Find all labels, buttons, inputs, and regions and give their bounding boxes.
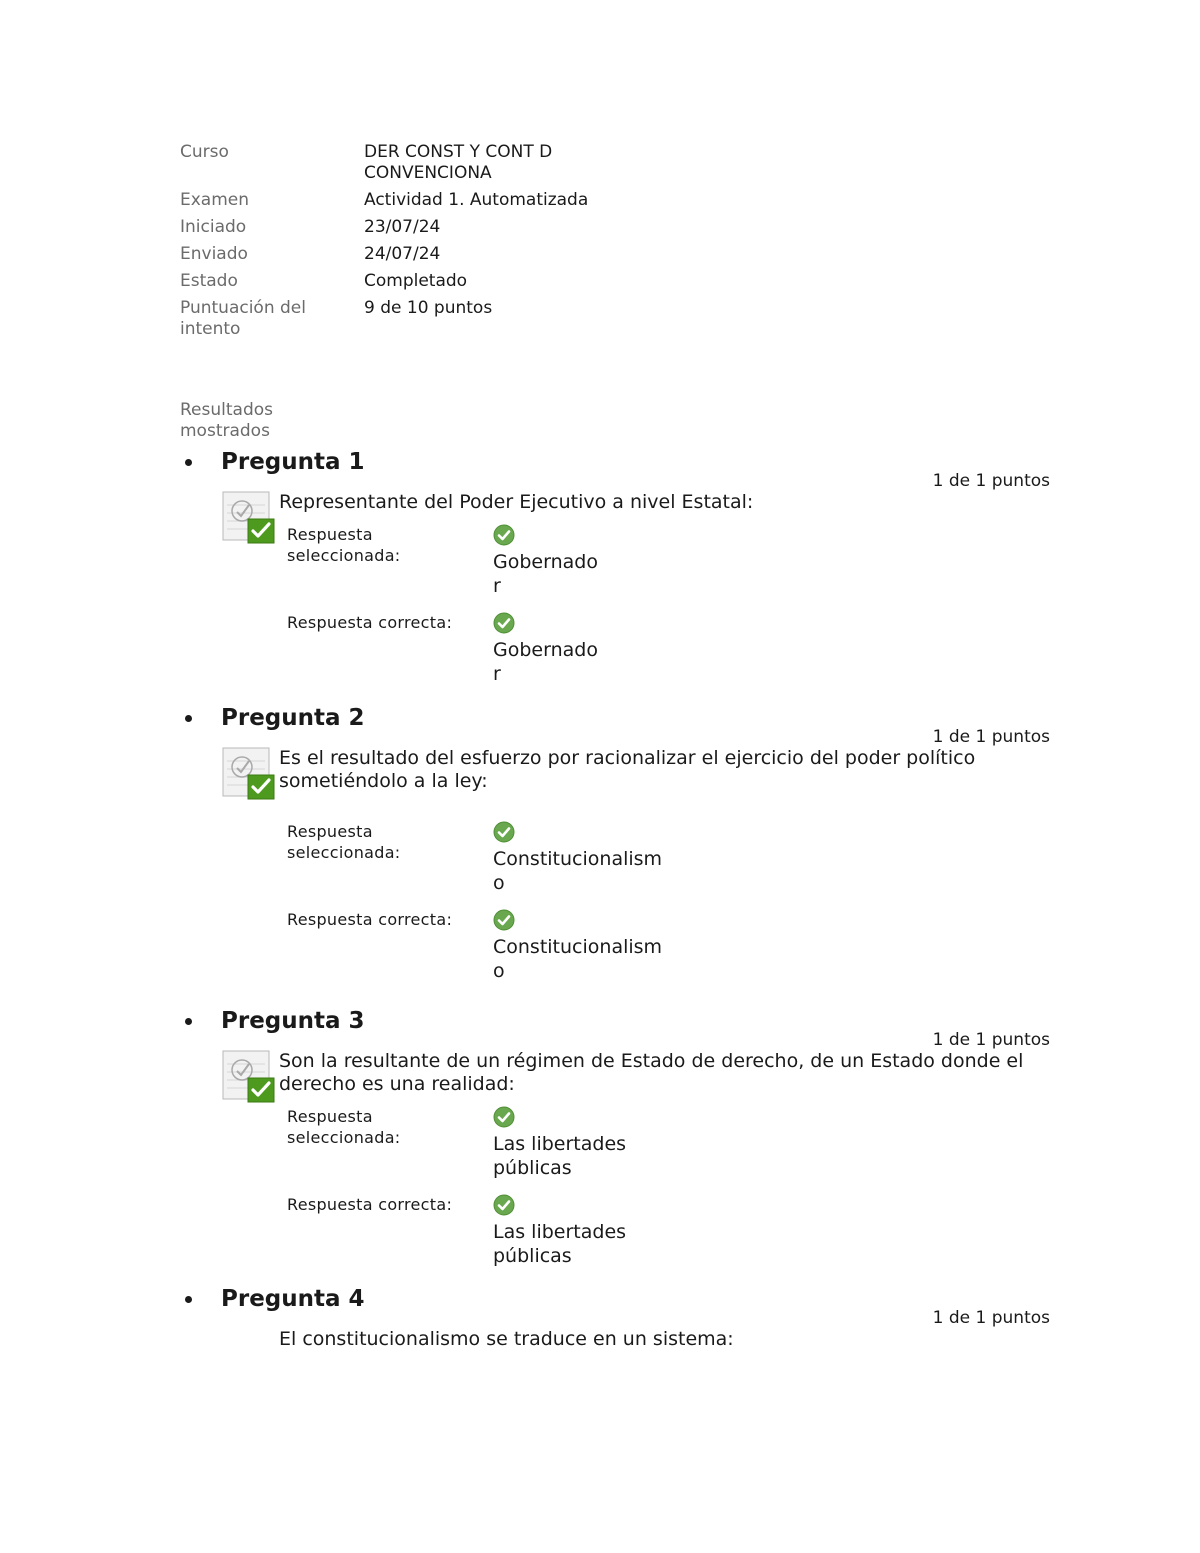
bullet-icon [185, 1296, 192, 1303]
info-row-examen [180, 190, 624, 211]
question-4 [180, 1284, 1060, 1368]
info-row-iniciado [180, 217, 624, 238]
question-1 [180, 447, 1060, 686]
question-title: Pregunta 4 [221, 1286, 365, 1312]
selected-answer-row [287, 524, 1060, 598]
selected-answer-label: Respuesta seleccionada: [287, 822, 401, 862]
bullet-icon [185, 459, 192, 466]
info-label: Curso [180, 142, 229, 162]
question-text: El constitucionalismo se traduce en un sistema: [279, 1328, 734, 1350]
info-row-enviado [180, 244, 624, 265]
results-label: Resultados mostrados [180, 400, 273, 441]
check-icon [493, 1106, 515, 1128]
question-title: Pregunta 1 [221, 449, 365, 475]
info-label: Puntuación del intento [180, 298, 306, 339]
correct-answer-row [287, 612, 1060, 686]
question-points: 1 de 1 puntos [932, 727, 1050, 747]
bullet-icon [185, 715, 192, 722]
attempt-info [180, 142, 624, 346]
correct-answer-text: Las libertades públicas [493, 1221, 627, 1267]
question-text: Representante del Poder Ejecutivo a nivel Estatal: [279, 491, 754, 513]
question-points: 1 de 1 puntos [932, 1308, 1050, 1328]
question-body [222, 1328, 1060, 1368]
info-row-estado [180, 271, 624, 292]
info-value: 23/07/24 [364, 217, 441, 237]
answers [287, 1106, 1060, 1268]
check-icon [493, 821, 515, 843]
selected-answer-text: Las libertades públicas [493, 1133, 627, 1179]
info-value: 24/07/24 [364, 244, 441, 264]
question-body [222, 747, 1060, 983]
answers [287, 821, 1060, 983]
selected-answer-row [287, 1106, 1060, 1180]
check-icon [493, 612, 515, 634]
question-points: 1 de 1 puntos [932, 1030, 1050, 1050]
question-text: Es el resultado del esfuerzo por racionalizar el ejercicio del poder político sometiéndolo a la ley: [279, 747, 976, 792]
info-row-curso [180, 142, 624, 184]
info-label: Estado [180, 271, 238, 291]
question-text: Son la resultante de un régimen de Estado de derecho, de un Estado donde el derecho es una realidad: [279, 1050, 1024, 1095]
correct-answer-text: Gobernado r [493, 639, 598, 685]
info-label: Iniciado [180, 217, 247, 237]
selected-answer [493, 1106, 643, 1180]
question-body [222, 491, 1060, 686]
selected-answer [493, 524, 608, 598]
question-3 [180, 1006, 1060, 1268]
correct-answer [493, 612, 608, 686]
correct-question-icon [222, 747, 276, 801]
selected-answer-text: Constitucionalism o [493, 848, 663, 894]
correct-answer-label: Respuesta correcta: [287, 910, 453, 929]
correct-answer-label: Respuesta correcta: [287, 1195, 453, 1214]
correct-question-icon [222, 1050, 276, 1104]
info-value: Actividad 1. Automatizada [364, 190, 589, 210]
info-label: Enviado [180, 244, 248, 264]
question-2 [180, 703, 1060, 983]
selected-answer-text: Gobernado r [493, 551, 598, 597]
correct-answer-label: Respuesta correcta: [287, 613, 453, 632]
selected-answer-label: Respuesta seleccionada: [287, 525, 401, 565]
correct-answer-row [287, 909, 1060, 983]
info-value: 9 de 10 puntos [364, 298, 493, 318]
selected-answer-label: Respuesta seleccionada: [287, 1107, 401, 1147]
question-title: Pregunta 3 [221, 1008, 365, 1034]
correct-answer-row [287, 1194, 1060, 1268]
info-label: Examen [180, 190, 250, 210]
correct-answer-text: Constitucionalism o [493, 936, 663, 982]
question-points: 1 de 1 puntos [932, 471, 1050, 491]
check-icon [493, 524, 515, 546]
info-row-puntuacion [180, 298, 624, 340]
info-value: Completado [364, 271, 468, 291]
question-body [222, 1050, 1060, 1268]
question-title: Pregunta 2 [221, 705, 365, 731]
correct-question-icon [222, 491, 276, 545]
selected-answer [493, 821, 673, 895]
check-icon [493, 1194, 515, 1216]
answers [287, 524, 1060, 686]
correct-answer [493, 1194, 643, 1268]
bullet-icon [185, 1018, 192, 1025]
correct-answer [493, 909, 673, 983]
check-icon [493, 909, 515, 931]
selected-answer-row [287, 821, 1060, 895]
info-value: DER CONST Y CONT D CONVENCIONA [364, 142, 553, 183]
